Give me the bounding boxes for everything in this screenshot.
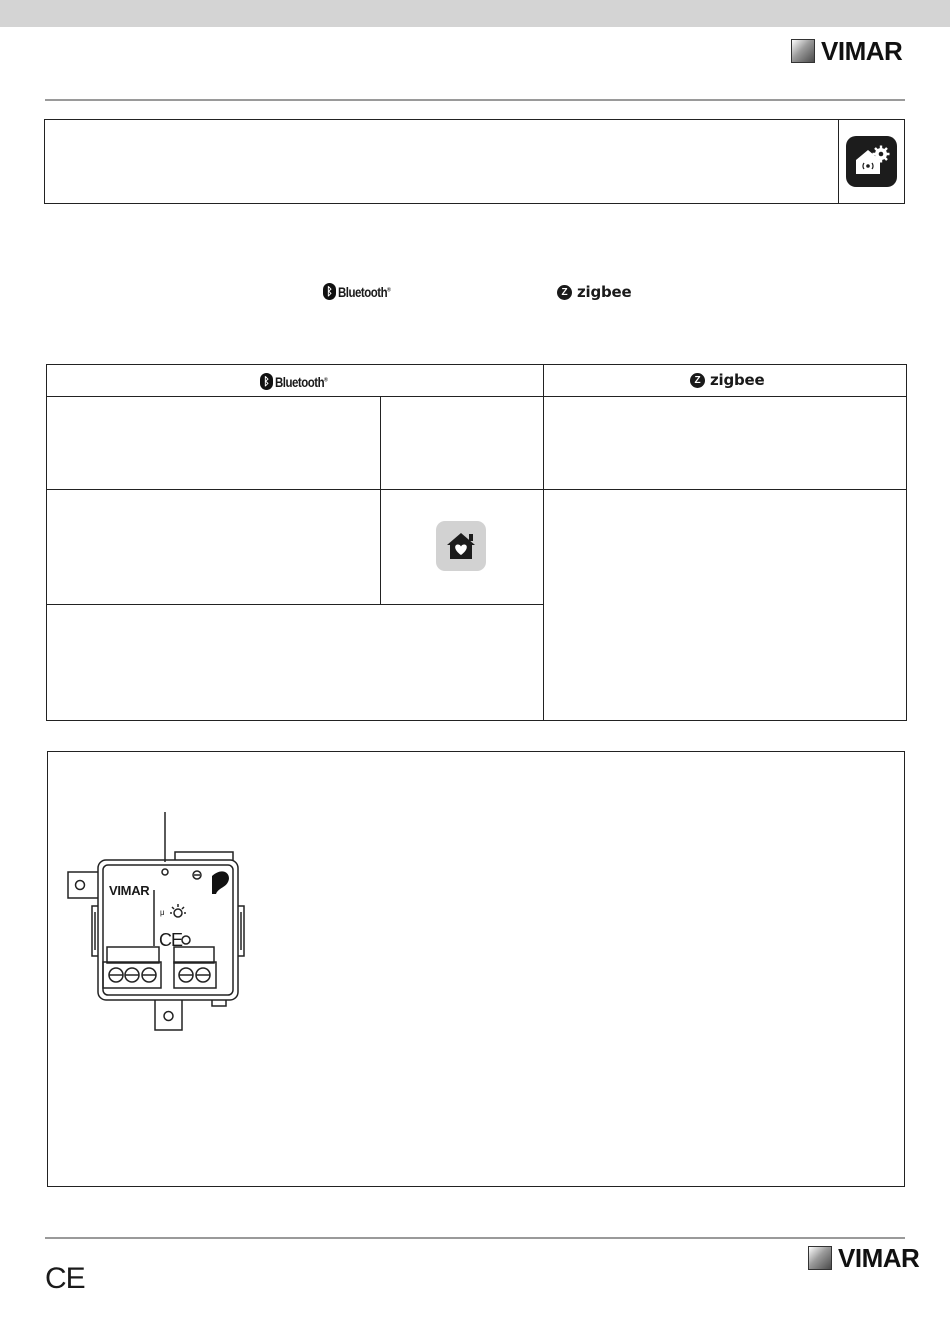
table-header-zigbee-text: zigbee	[710, 371, 765, 389]
table-header-bluetooth	[260, 373, 339, 390]
bluetooth-trademark: ®	[387, 286, 391, 293]
vimar-logo-icon	[791, 39, 815, 63]
device-ce-mark: CE	[159, 930, 183, 950]
header-rule	[45, 99, 905, 101]
zigbee-logo	[557, 283, 632, 301]
device-drawing	[60, 810, 260, 1040]
bluetooth-logo-text: Bluetooth	[338, 283, 388, 300]
vimar-logo-icon	[808, 1246, 832, 1270]
footer-logo-text: VIMAR	[838, 1243, 920, 1273]
header-logo	[791, 38, 902, 64]
house-gear-wireless-icon	[846, 136, 897, 187]
footer-logo	[808, 1245, 919, 1271]
house-heart-icon	[436, 521, 486, 571]
bluetooth-icon: ᛒ	[323, 283, 336, 300]
bluetooth-logo	[323, 283, 402, 300]
device-brand-label: VIMAR	[109, 883, 150, 898]
ce-mark: CE	[45, 1262, 85, 1295]
footer-rule	[45, 1237, 905, 1239]
table-row-rule-1	[46, 489, 907, 490]
table-header-zigbee	[690, 371, 765, 389]
title-box-divider	[838, 119, 839, 204]
title-box	[44, 119, 905, 204]
zigbee-icon: Z	[557, 285, 572, 300]
bluetooth-icon: ᛒ	[260, 373, 273, 390]
zigbee-logo-text: zigbee	[577, 283, 632, 301]
table-subcolumn-divider	[380, 396, 381, 605]
table-header-bluetooth-trademark: ®	[324, 376, 328, 383]
table-row-rule-2	[46, 604, 543, 605]
device-mu-symbol: μ	[160, 908, 165, 917]
table-header-rule	[46, 396, 907, 397]
table-column-divider	[543, 364, 544, 721]
zigbee-icon: Z	[690, 373, 705, 388]
header-logo-text: VIMAR	[821, 36, 903, 66]
device-outline	[60, 810, 260, 1040]
top-bar	[0, 0, 950, 27]
table-header-bluetooth-text: Bluetooth	[275, 373, 325, 390]
